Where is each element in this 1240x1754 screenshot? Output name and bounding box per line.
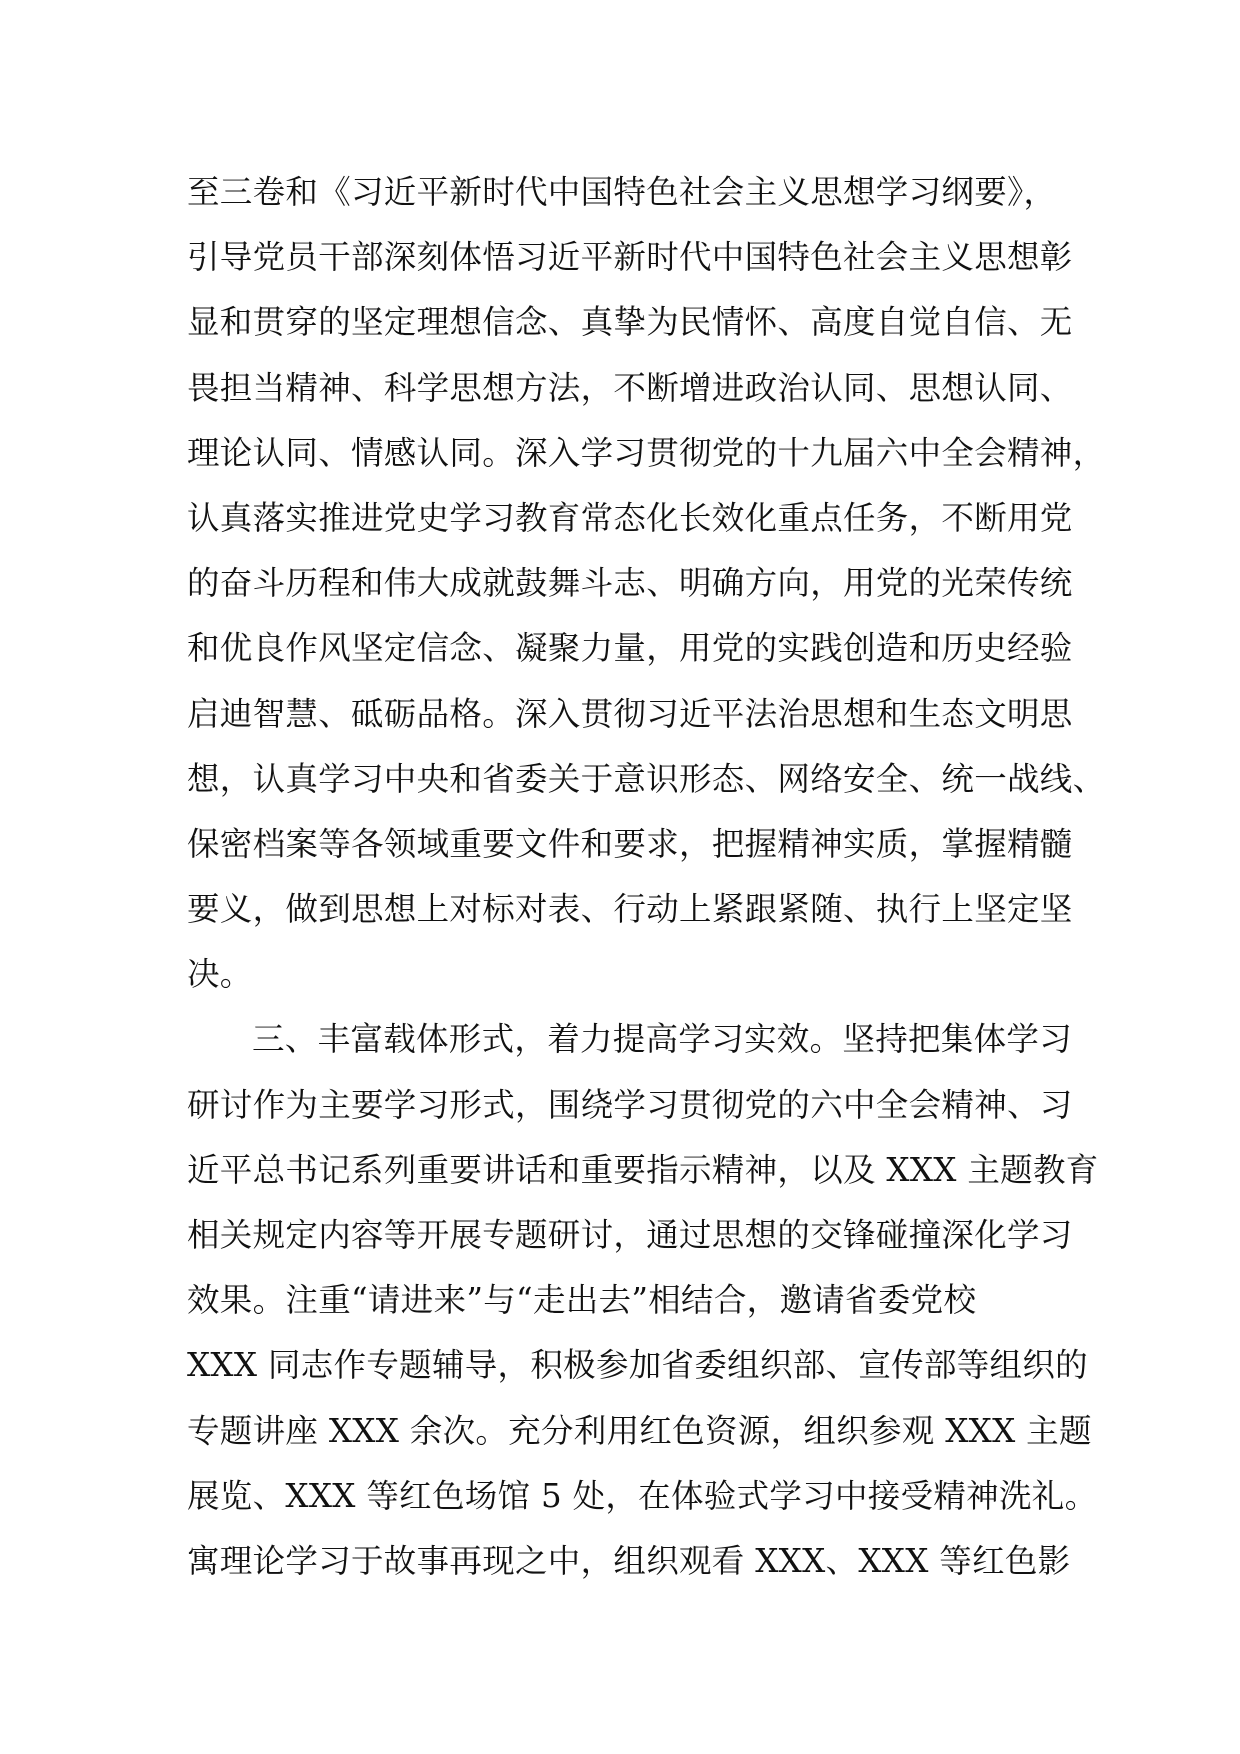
text-line: 专题讲座 XXX 余次。充分利用红色资源，组织参观 XXX 主题 xyxy=(187,1411,1092,1450)
text-line: 效果。注重“请进来”与“走出去”相结合，邀请省委党校 xyxy=(187,1281,977,1320)
text-line: 保密档案等各领域重要文件和要求，把握精神实质，掌握精髓 xyxy=(187,824,1073,863)
text-line: 近平总书记系列重要讲话和重要指示精神，以及 XXX 主题教育 xyxy=(187,1150,1099,1189)
text-line: 显和贯穿的坚定理想信念、真挚为民情怀、高度自觉自信、无 xyxy=(187,303,1073,342)
text-line: XXX 同志作专题辅导，积极参加省委组织部、宣传部等组织的 xyxy=(187,1346,1088,1385)
text-line: 认真落实推进党史学习教育常态化长效化重点任务，不断用党 xyxy=(187,498,1073,537)
text-line: 相关规定内容等开展专题研讨，通过思想的交锋碰撞深化学习 xyxy=(187,1216,1073,1254)
body-text xyxy=(187,160,1106,1594)
text-line: 决。 xyxy=(187,955,253,994)
text-line: 和优良作风坚定信念、凝聚力量，用党的实践创造和历史经验 xyxy=(187,629,1073,668)
text-line: 想，认真学习中央和省委关于意识形态、网络安全、统一战线、 xyxy=(187,759,1106,798)
text-line: 至三卷和《习近平新时代中国特色社会主义思想学习纲要》， xyxy=(187,173,1057,211)
text-line: 的奋斗历程和伟大成就鼓舞斗志、明确方向，用党的光荣传统 xyxy=(187,564,1073,603)
text-line: 研讨作为主要学习形式，围绕学习贯彻党的六中全会精神、习 xyxy=(187,1085,1073,1124)
text-line: 启迪智慧、砥砺品格。深入贯彻习近平法治思想和生态文明思 xyxy=(187,694,1073,733)
text-line: 寓理论学习于故事再现之中，组织观看 XXX、XXX 等红色影 xyxy=(187,1541,1071,1580)
text-line: 畏担当精神、科学思想方法，不断增进政治认同、思想认同、 xyxy=(187,368,1073,407)
text-line: 理论认同、情感认同。深入学习贯彻党的十九届六中全会精神， xyxy=(187,433,1106,472)
text-line: 要义，做到思想上对标对表、行动上紧跟紧随、执行上坚定坚 xyxy=(187,890,1073,929)
text-line: 引导党员干部深刻体悟习近平新时代中国特色社会主义思想彰 xyxy=(187,238,1073,277)
paragraph-heading-line: 三、丰富载体形式，着力提高学习实效。坚持把集体学习 xyxy=(252,1020,1073,1059)
text-line: 展览、XXX 等红色场馆 5 处，在体验式学习中接受精神洗礼。 xyxy=(187,1476,1098,1515)
